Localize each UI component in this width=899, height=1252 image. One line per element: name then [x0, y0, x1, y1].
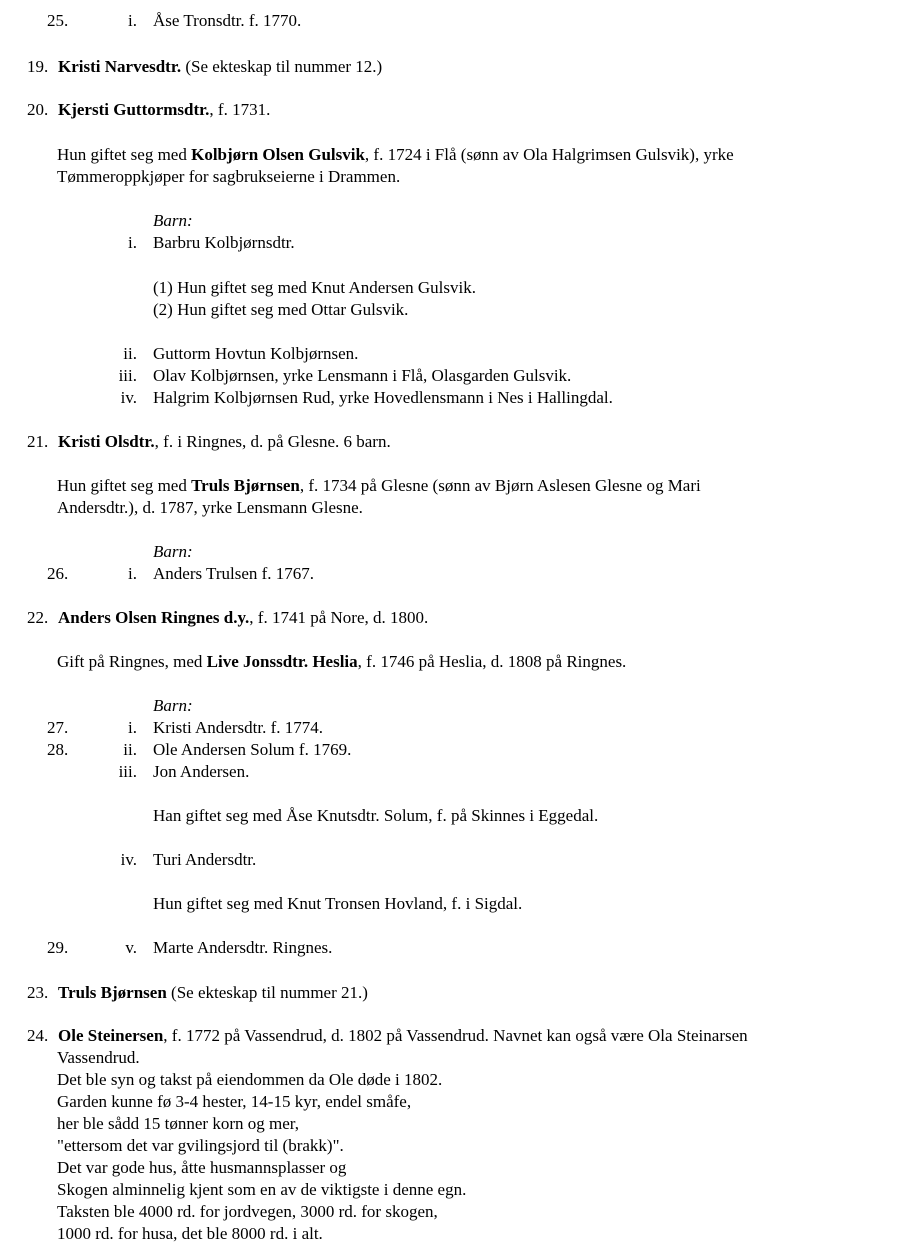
italic-label: Barn:	[153, 542, 193, 561]
line-text	[153, 388, 613, 408]
text-run: Skogen alminnelig kjent som en av de viktigste i denne egn.	[57, 1180, 467, 1199]
line-text	[57, 1224, 323, 1244]
line-text	[57, 1202, 438, 1222]
text-run: Det ble syn og takst på eiendommen da Ole døde i 1802.	[57, 1070, 443, 1089]
text-run: Tømmeroppkjøper for sagbrukseierne i Drammen.	[57, 167, 401, 186]
text-run: Barbru Kolbjørnsdtr.	[153, 233, 295, 252]
person-number: 25.	[47, 11, 69, 30]
text-run: Jon Andersen.	[153, 762, 250, 781]
text-run: (1) Hun giftet seg med Knut Andersen Gulsvik.	[153, 278, 476, 297]
line-text	[58, 608, 428, 628]
bold-name: Truls Bjørnsen	[58, 983, 167, 1002]
line-text	[58, 100, 270, 120]
text-run: Gift på Ringnes, med	[57, 652, 207, 671]
bold-name: Anders Olsen Ringnes d.y.	[58, 608, 250, 627]
child-index: ii.	[123, 740, 137, 759]
text-run: Han giftet seg med Åse Knutsdtr. Solum, f. på Skinnes i Eggedal.	[153, 806, 599, 825]
text-run: Guttorm Hovtun Kolbjørnsen.	[153, 344, 359, 363]
entry-number: 23.	[27, 983, 49, 1002]
text-run: Hun giftet seg med	[57, 145, 192, 164]
text-run: Halgrim Kolbjørnsen Rud, yrke Hovedlensmann i Nes i Hallingdal.	[153, 388, 613, 407]
line-text	[58, 432, 391, 452]
child-index: ii.	[123, 344, 137, 363]
line-text	[57, 1070, 442, 1090]
line-text	[153, 542, 193, 562]
bold-name: Ole Steinersen	[58, 1026, 164, 1045]
text-run: , f. i Ringnes, d. på Glesne. 6 barn.	[154, 432, 391, 451]
text-run: Hun giftet seg med	[57, 476, 192, 495]
text-run: Vassendrud.	[57, 1048, 140, 1067]
line-text	[57, 1158, 346, 1178]
text-run: Ole Andersen Solum f. 1769.	[153, 740, 352, 759]
text-run: Taksten ble 4000 rd. for jordvegen, 3000 rd. for skogen,	[57, 1202, 438, 1221]
child-index: iv.	[120, 388, 137, 407]
line-text	[58, 1026, 748, 1046]
entry-number: 24.	[27, 1026, 49, 1045]
line-text	[153, 740, 351, 760]
person-number: 28.	[47, 740, 69, 759]
text-run: (Se ekteskap til nummer 21.)	[166, 983, 368, 1002]
line-text	[153, 278, 476, 298]
text-run: , f. 1734 på Glesne (sønn av Bjørn Aslesen Glesne og Mari	[299, 476, 701, 495]
line-text	[57, 1048, 140, 1068]
entry-number: 20.	[27, 100, 49, 119]
text-run: Anders Trulsen f. 1767.	[153, 564, 315, 583]
line-text	[57, 145, 734, 165]
child-index: i.	[128, 11, 137, 30]
child-index: iii.	[118, 762, 137, 781]
line-text	[153, 300, 408, 320]
line-text	[57, 1136, 344, 1156]
bold-name: Kristi Narvesdtr.	[58, 57, 182, 76]
line-text	[153, 850, 256, 870]
line-text	[57, 498, 363, 518]
text-run: 1000 rd. for husa, det ble 8000 rd. i alt.	[57, 1224, 323, 1243]
text-run: (Se ekteskap til nummer 12.)	[181, 57, 383, 76]
text-run: Hun giftet seg med Knut Tronsen Hovland, f. i Sigdal.	[153, 894, 523, 913]
bold-name: Kjersti Guttormsdtr.	[58, 100, 210, 119]
line-text	[153, 806, 598, 826]
line-text	[57, 1114, 299, 1134]
person-number: 26.	[47, 564, 69, 583]
person-number: 27.	[47, 718, 69, 737]
line-text	[57, 167, 400, 187]
text-run: Kristi Andersdtr. f. 1774.	[153, 718, 323, 737]
text-run: Det var gode hus, åtte husmannsplasser og	[57, 1158, 347, 1177]
child-index: iii.	[118, 366, 137, 385]
text-run: , f. 1731.	[209, 100, 271, 119]
line-text	[153, 344, 358, 364]
line-text	[57, 476, 701, 496]
child-index: i.	[128, 564, 137, 583]
child-index: v.	[125, 938, 137, 957]
line-text	[153, 696, 193, 716]
text-run: Andersdtr.), d. 1787, yrke Lensmann Glesne.	[57, 498, 363, 517]
text-run: Turi Andersdtr.	[153, 850, 257, 869]
line-text	[57, 1092, 411, 1112]
person-number: 29.	[47, 938, 69, 957]
text-run: her ble sådd 15 tønner korn og mer,	[57, 1114, 299, 1133]
text-run: , f. 1724 i Flå (sønn av Ola Halgrimsen Gulsvik), yrke	[364, 145, 734, 164]
entry-number: 19.	[27, 57, 49, 76]
line-text	[153, 762, 249, 782]
line-text	[57, 1180, 466, 1200]
italic-label: Barn:	[153, 696, 193, 715]
line-text	[153, 211, 193, 231]
line-text	[153, 366, 571, 386]
text-run: , f. 1746 på Heslia, d. 1808 på Ringnes.	[357, 652, 627, 671]
text-run: , f. 1772 på Vassendrud, d. 1802 på Vassendrud. Navnet kan også være Ola Steinarsen	[163, 1026, 748, 1045]
line-text	[153, 11, 301, 31]
text-run: "ettersom det var gvilingsjord til (brakk)".	[57, 1136, 344, 1155]
line-text	[153, 894, 522, 914]
line-text	[153, 938, 332, 958]
line-text	[153, 233, 295, 253]
line-text	[153, 564, 314, 584]
child-index: i.	[128, 718, 137, 737]
line-text	[57, 652, 626, 672]
bold-name: Live Jonssdtr. Heslia	[206, 652, 358, 671]
child-index: iv.	[120, 850, 137, 869]
text-run: (2) Hun giftet seg med Ottar Gulsvik.	[153, 300, 409, 319]
bold-name: Truls Bjørnsen	[191, 476, 300, 495]
line-text	[58, 57, 382, 77]
text-run: Garden kunne fø 3-4 hester, 14-15 kyr, endel småfe,	[57, 1092, 412, 1111]
italic-label: Barn:	[153, 211, 193, 230]
line-text	[153, 718, 323, 738]
bold-name: Kolbjørn Olsen Gulsvik	[191, 145, 365, 164]
text-run: Marte Andersdtr. Ringnes.	[153, 938, 333, 957]
text-run: Åse Tronsdtr. f. 1770.	[153, 11, 302, 30]
child-index: i.	[128, 233, 137, 252]
text-run: Olav Kolbjørnsen, yrke Lensmann i Flå, Olasgarden Gulsvik.	[153, 366, 572, 385]
bold-name: Kristi Olsdtr.	[58, 432, 155, 451]
entry-number: 21.	[27, 432, 49, 451]
text-run: , f. 1741 på Nore, d. 1800.	[249, 608, 429, 627]
line-text	[58, 983, 368, 1003]
entry-number: 22.	[27, 608, 49, 627]
